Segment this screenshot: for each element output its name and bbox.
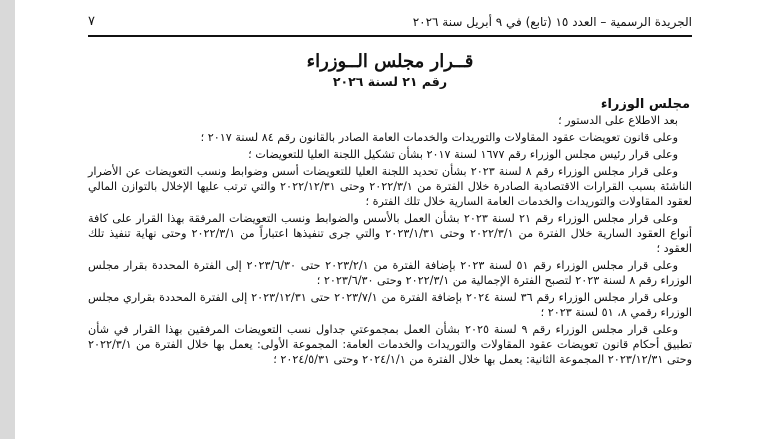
gazette-page bbox=[88, 14, 692, 439]
issuer-heading: مجلس الوزراء bbox=[600, 97, 690, 112]
header-rule bbox=[88, 35, 692, 37]
preamble-paragraph: وعلى قرار مجلس الوزراء رقم ٢١ لسنة ٢٠٢٣ بشأن العمل بالأسس والضوابط ونسب التعويضات المرفقة بهذا القرار على كافة أنواع العقود السارية خلال الفترة من ٢٠٢٢/٣/١ وحتى ٢٠٢٣/١/٣١ والتي جرى تنفيذها اعتباراً من ٢٠٢٢/٣/١ وحتى نهاية تنفيذ تلك العقود ؛ bbox=[88, 212, 692, 255]
preamble-paragraph: وعلى قرار مجلس الوزراء رقم ٩ لسنة ٢٠٢٥ بشأن العمل بمجموعتي جداول نسب التعويضات المرفقين بهذا القرار في شأن تطبيق أحكام قانون تعويضات عقود المقاولات والتوريدات والخدمات العامة: المجموعة الأولى: يعمل بها خلال الفترة من ٢٠٢٢/٣/١ وحتى ٢٠٢٣/١٢/٣١ المجموعة الثانية: يعمل بها خلال الفترة من ٢٠٢٤/١/١ وحتى ٢٠٢٤/٥/٣١ ؛ bbox=[88, 323, 692, 366]
decree-number: رقم ٢١ لسنة ٢٠٢٦ bbox=[332, 74, 448, 89]
preamble-paragraph: وعلى قانون تعويضات عقود المقاولات والتوريدات والخدمات العامة الصادر بالقانون رقم ٨٤ لسنة ٢٠١٧ ؛ bbox=[200, 131, 678, 144]
preamble bbox=[88, 113, 692, 367]
viewer-left-edge bbox=[0, 0, 15, 439]
preamble-paragraph: وعلى قرار مجلس الوزراء رقم ٥١ لسنة ٢٠٢٣ بإضافة الفترة من ٢٠٢٣/٢/١ حتى ٢٠٢٣/٦/٣٠ إلى الفترة المحددة بقرار مجلس الوزراء رقم ٨ لسنة ٢٠٢٣ لتصبح الفترة الإجمالية من ٢٠٢٢/٣/١ وحتى ٢٠٢٣/٦/٣٠ ؛ bbox=[88, 259, 692, 287]
preamble-paragraph: وعلى قرار رئيس مجلس الوزراء رقم ١٦٧٧ لسنة ٢٠١٧ بشأن تشكيل اللجنة العليا للتعويضات ؛ bbox=[248, 148, 678, 161]
page-number: ٧ bbox=[88, 14, 95, 29]
running-title: الجريدة الرسمية – العدد ١٥ (تابع) في ٩ أبريل سنة ٢٠٢٦ bbox=[412, 15, 692, 29]
preamble-paragraph: وعلى قرار مجلس الوزراء رقم ٣٦ لسنة ٢٠٢٤ بإضافة الفترة من ٢٠٢٣/٧/١ حتى ٢٠٢٣/١٢/٣١ إلى الفترة المحددة بقراري مجلس الوزراء رقمي ٨، ٥١ لسنة ٢٠٢٣ ؛ bbox=[88, 291, 692, 319]
preamble-paragraph: بعد الاطلاع على الدستور ؛ bbox=[558, 114, 678, 127]
preamble-paragraph: وعلى قرار مجلس الوزراء رقم ٨ لسنة ٢٠٢٣ بشأن تحديد اللجنة العليا للتعويضات أسس وضوابط ونسب التعويضات عن الأضرار الناشئة بسبب القرارات الاقتصادية الصادرة خلال الفترة من ٢٠٢٢/٣/١ وحتى ٢٠٢٢/١٢/٣١ والتي ترتب عليها الإخلال بالتوازن المالي لعقود المقاولات والتوريدات والخدمات العامة السارية خلال تلك الفترة ؛ bbox=[88, 165, 693, 208]
page-header bbox=[88, 14, 692, 30]
decree-title: قــرار مجلس الــوزراء bbox=[306, 51, 474, 72]
